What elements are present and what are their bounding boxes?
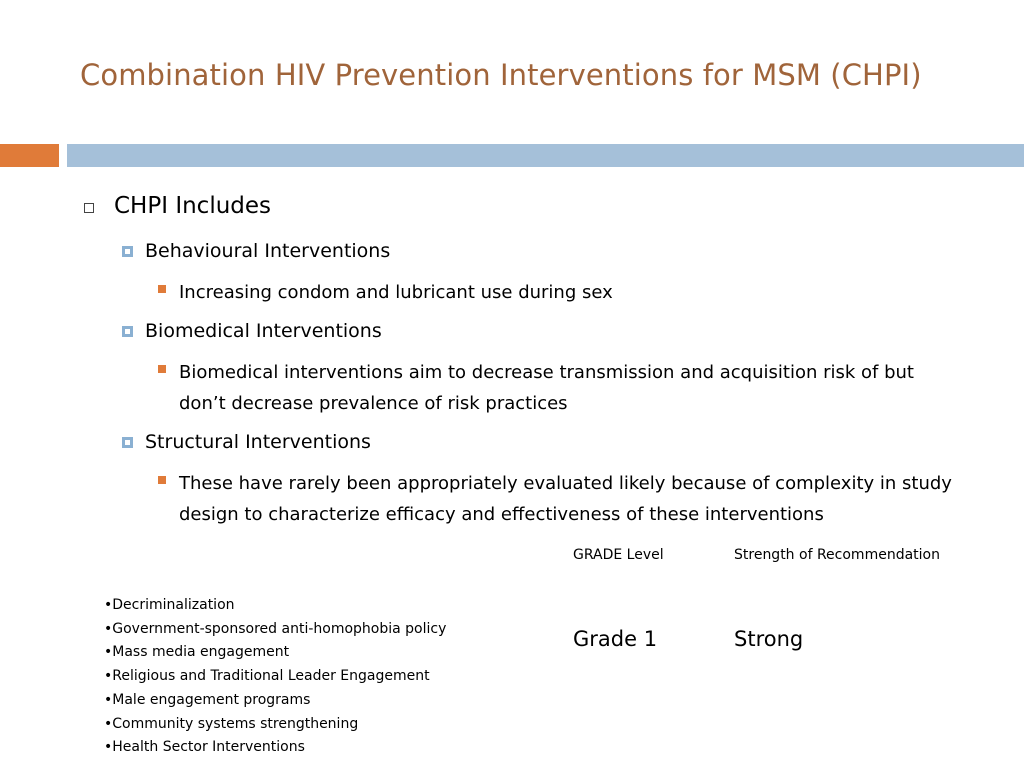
outline-item-behavioural [122,240,390,262]
behavioural-detail: Increasing condom and lubricant use during sex [179,282,613,303]
list-item: • Government-sponsored anti-homophobia policy [104,618,446,642]
structural-intervention-list [104,594,446,760]
slide-title: Combination HIV Prevention Interventions for MSM (CHPI) [80,58,922,92]
biomedical-label: Biomedical Interventions [145,320,382,342]
structural-detail: These have rarely been appropriately evaluated likely because of complexity in study design to characterize efficacy and effectiveness of these interventions [179,473,952,525]
list-item: • Mass media engagement [104,641,446,665]
behavioural-label: Behavioural Interventions [145,240,391,262]
list-item: • Health Sector Interventions [104,736,446,760]
outline-item-chpi-includes [84,193,271,219]
list-item: • Decriminalization [104,594,446,618]
strength-value: Strong [734,627,804,651]
grade-level-header: GRADE Level [573,547,664,563]
filled-square-bullet-icon [158,365,166,373]
list-item: • Male engagement programs [104,689,446,713]
outline-item-biomedical [122,320,382,342]
outline-item-structural [122,431,371,453]
list-item: • Religious and Traditional Leader Engagement [104,665,446,689]
outline-item-structural-detail [158,468,978,530]
strength-header: Strength of Recommendation [734,547,940,563]
biomedical-detail: Biomedical interventions aim to decrease transmission and acquisition risk of but don’t decrease prevalence of risk practices [179,362,914,414]
outline-item-biomedical-detail [158,357,958,419]
framed-square-bullet-icon [122,437,133,448]
framed-square-bullet-icon [122,326,133,337]
header-accent-orange-bar [0,144,59,167]
outline-item-behavioural-detail [158,277,613,308]
header-accent-blue-bar [67,144,1024,167]
grade-level-value: Grade 1 [573,627,658,651]
filled-square-bullet-icon [158,476,166,484]
filled-square-bullet-icon [158,285,166,293]
hollow-square-bullet-icon [84,203,94,213]
outline-heading: CHPI Includes [114,193,272,219]
structural-label: Structural Interventions [145,431,371,453]
framed-square-bullet-icon [122,246,133,257]
list-item: • Community systems strengthening [104,713,446,737]
